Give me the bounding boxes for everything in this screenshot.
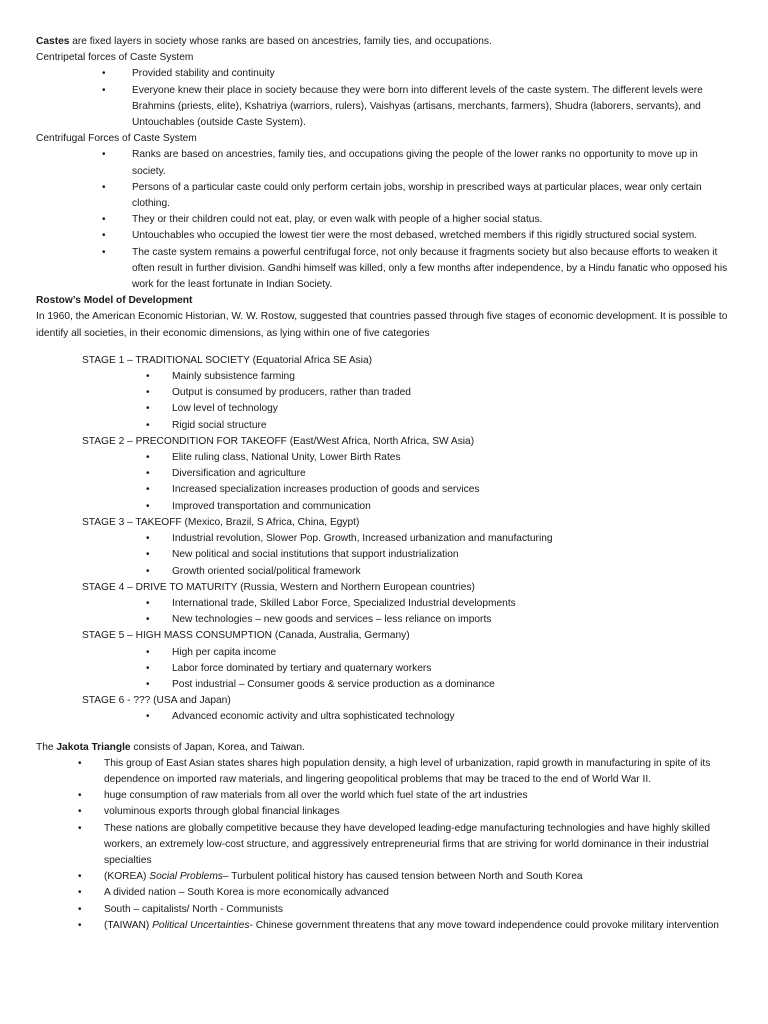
stage-1-title: STAGE 1 – TRADITIONAL SOCIETY (Equatorial Africa SE Asia) bbox=[82, 354, 373, 366]
document-page bbox=[0, 34, 768, 934]
bullet-icon: • bbox=[102, 181, 106, 193]
bullet-icon: • bbox=[146, 597, 150, 609]
list-item: • These nations are globally competitive because they have developed leading-edge manufacturing technologies and have highly skilled workers, an extremely low-cost structure, and aggressively entrepreneurial firms that are striving for world dominance in their industrial specialties bbox=[78, 822, 710, 866]
list-item: • Provided stability and continuity bbox=[0, 66, 768, 82]
bullet-icon: • bbox=[146, 565, 150, 577]
list-item: • Labor force dominated by tertiary and quaternary workers bbox=[0, 661, 768, 677]
list-item: • Low level of technology bbox=[0, 401, 768, 417]
bullet-icon: • bbox=[102, 246, 106, 258]
stage-1-list bbox=[0, 369, 768, 434]
list-item: • Increased specialization increases production of goods and services bbox=[0, 482, 768, 498]
stage-6-title: STAGE 6 - ??? (USA and Japan) bbox=[82, 695, 231, 707]
list-item: • New technologies – new goods and services – less reliance on imports bbox=[0, 612, 768, 628]
bullet-icon: • bbox=[146, 549, 150, 561]
bullet-icon: • bbox=[146, 419, 150, 431]
bullet-icon: • bbox=[78, 806, 82, 818]
bullet-icon: • bbox=[102, 68, 106, 80]
bullet-icon: • bbox=[102, 214, 106, 226]
list-item: • A divided nation – South Korea is more economically advanced bbox=[0, 885, 768, 901]
bullet-icon: • bbox=[146, 711, 150, 723]
centripetal-heading: Centripetal forces of Caste System bbox=[36, 52, 194, 64]
rostow-intro: In 1960, the American Economic Historian, W. W. Rostow, suggested that countries passed through five stages of economic development. It is possible to identify all societies, in their economic dimensions, as lying within one of five categories bbox=[36, 311, 728, 339]
bullet-icon: • bbox=[78, 887, 82, 899]
list-item: • Growth oriented social/political framework bbox=[0, 564, 768, 580]
bullet-icon: • bbox=[146, 371, 150, 383]
stage-2-list bbox=[0, 450, 768, 515]
list-item: • Rigid social structure bbox=[0, 418, 768, 434]
list-item: • South – capitalists/ North - Communists bbox=[0, 902, 768, 918]
list-item: • This group of East Asian states shares high population density, a high level of urbanization, rapid growth in manufacturing in spite of its dependence on imported raw materials, and lingering geopolitical problems that may be traced to the end of World War II. bbox=[78, 757, 711, 785]
list-item: • Persons of a particular caste could only perform certain jobs, worship in prescribed ways at particular places, wear only certain clothing. bbox=[102, 181, 702, 210]
list-item-korea: • (KOREA) Social Problems– Turbulent political history has caused tension between North and South Korea bbox=[0, 869, 768, 885]
bullet-icon: • bbox=[146, 452, 150, 464]
bullet-icon: • bbox=[146, 662, 150, 674]
bullet-icon: • bbox=[102, 84, 106, 96]
list-item: • Post industrial – Consumer goods & service production as a dominance bbox=[0, 677, 768, 693]
list-item: • They or their children could not eat, play, or even walk with people of a higher social status. bbox=[0, 212, 768, 228]
bullet-icon: • bbox=[146, 614, 150, 626]
centripetal-list bbox=[0, 66, 768, 131]
bullet-icon: • bbox=[102, 230, 106, 242]
list-item: • Untouchables who occupied the lowest tier were the most debased, wretched members if this rigidly structured social system. bbox=[0, 228, 768, 244]
list-item: • Elite ruling class, National Unity, Lower Birth Rates bbox=[0, 450, 768, 466]
list-item: • International trade, Skilled Labor Force, Specialized Industrial developments bbox=[0, 596, 768, 612]
stage-5-title: STAGE 5 – HIGH MASS CONSUMPTION (Canada, Australia, Germany) bbox=[82, 630, 410, 642]
bullet-icon: • bbox=[78, 790, 82, 802]
list-item: • Mainly subsistence farming bbox=[0, 369, 768, 385]
bullet-icon: • bbox=[146, 387, 150, 399]
list-item: • Advanced economic activity and ultra sophisticated technology bbox=[0, 709, 768, 725]
list-item: • The caste system remains a powerful centrifugal force, not only because it fragments society but also because efforts to weaken it often result in further division. Gandhi himself was killed, only a few months after independence, by a Hindu fanatic who opposed his work for the least fortunate in Indian Society. bbox=[102, 246, 728, 291]
bullet-icon: • bbox=[78, 871, 82, 883]
list-item: • Diversification and agriculture bbox=[0, 466, 768, 482]
list-item: • New political and social institutions that support industrialization bbox=[0, 547, 768, 563]
list-item: • Ranks are based on ancestries, family ties, and occupations giving the people of the lower ranks no opportunity to move up in society. bbox=[102, 149, 698, 177]
castes-intro bbox=[0, 34, 768, 50]
list-item-taiwan: • (TAIWAN) Political Uncertainties- Chinese government threatens that any move toward independence could provoke military intervention bbox=[0, 918, 768, 934]
castes-definition: are fixed layers in society whose ranks are based on ancestries, family ties, and occupations. bbox=[69, 36, 492, 47]
bullet-icon: • bbox=[146, 646, 150, 658]
bullet-icon: • bbox=[78, 903, 82, 915]
jakota-term: Jakota Triangle bbox=[56, 741, 131, 753]
centrifugal-heading: Centrifugal Forces of Caste System bbox=[36, 133, 197, 145]
bullet-icon: • bbox=[146, 678, 150, 690]
bullet-icon: • bbox=[78, 822, 82, 834]
rostow-heading: Rostow’s Model of Development bbox=[36, 295, 193, 307]
stage-4-list bbox=[0, 596, 768, 628]
list-item: • voluminous exports through global financial linkages bbox=[0, 804, 768, 820]
stage-6-list bbox=[0, 709, 768, 725]
stage-3-title: STAGE 3 – TAKEOFF (Mexico, Brazil, S Africa, China, Egypt) bbox=[82, 516, 360, 528]
list-item: • Industrial revolution, Slower Pop. Growth, Increased urbanization and manufacturing bbox=[0, 531, 768, 547]
jakota-intro: The Jakota Triangle consists of Japan, Korea, and Taiwan. bbox=[36, 741, 305, 753]
list-item: • huge consumption of raw materials from all over the world which fuel state of the art industries bbox=[0, 788, 768, 804]
jakota-list bbox=[0, 756, 768, 934]
list-item: • Improved transportation and communication bbox=[0, 499, 768, 515]
bullet-icon: • bbox=[146, 403, 150, 415]
bullet-icon: • bbox=[78, 757, 82, 769]
list-item: • High per capita income bbox=[0, 645, 768, 661]
bullet-icon: • bbox=[146, 500, 150, 512]
bullet-icon: • bbox=[102, 149, 106, 161]
castes-term: Castes bbox=[36, 36, 70, 47]
stage-4-title: STAGE 4 – DRIVE TO MATURITY (Russia, Western and Northern European countries) bbox=[82, 581, 475, 593]
centrifugal-list bbox=[0, 147, 768, 293]
list-item: • Everyone knew their place in society because they were born into different levels of the caste system. The different levels were Brahmins (priests, elite), Kshatriya (warriors, rulers), Vaishyas (artisans, merchants, farmers), Shudra (laborers, servants), and Untouchables (outside Caste System). bbox=[102, 84, 703, 129]
bullet-icon: • bbox=[146, 468, 150, 480]
bullet-icon: • bbox=[146, 484, 150, 496]
stage-2-title: STAGE 2 – PRECONDITION FOR TAKEOFF (East/West Africa, North Africa, SW Asia) bbox=[82, 435, 475, 447]
list-item: • Output is consumed by producers, rather than traded bbox=[0, 385, 768, 401]
stage-5-list bbox=[0, 645, 768, 694]
bullet-icon: • bbox=[146, 533, 150, 545]
spacer bbox=[0, 726, 768, 740]
stage-3-list bbox=[0, 531, 768, 580]
spacer bbox=[0, 342, 768, 353]
bullet-icon: • bbox=[78, 919, 82, 931]
